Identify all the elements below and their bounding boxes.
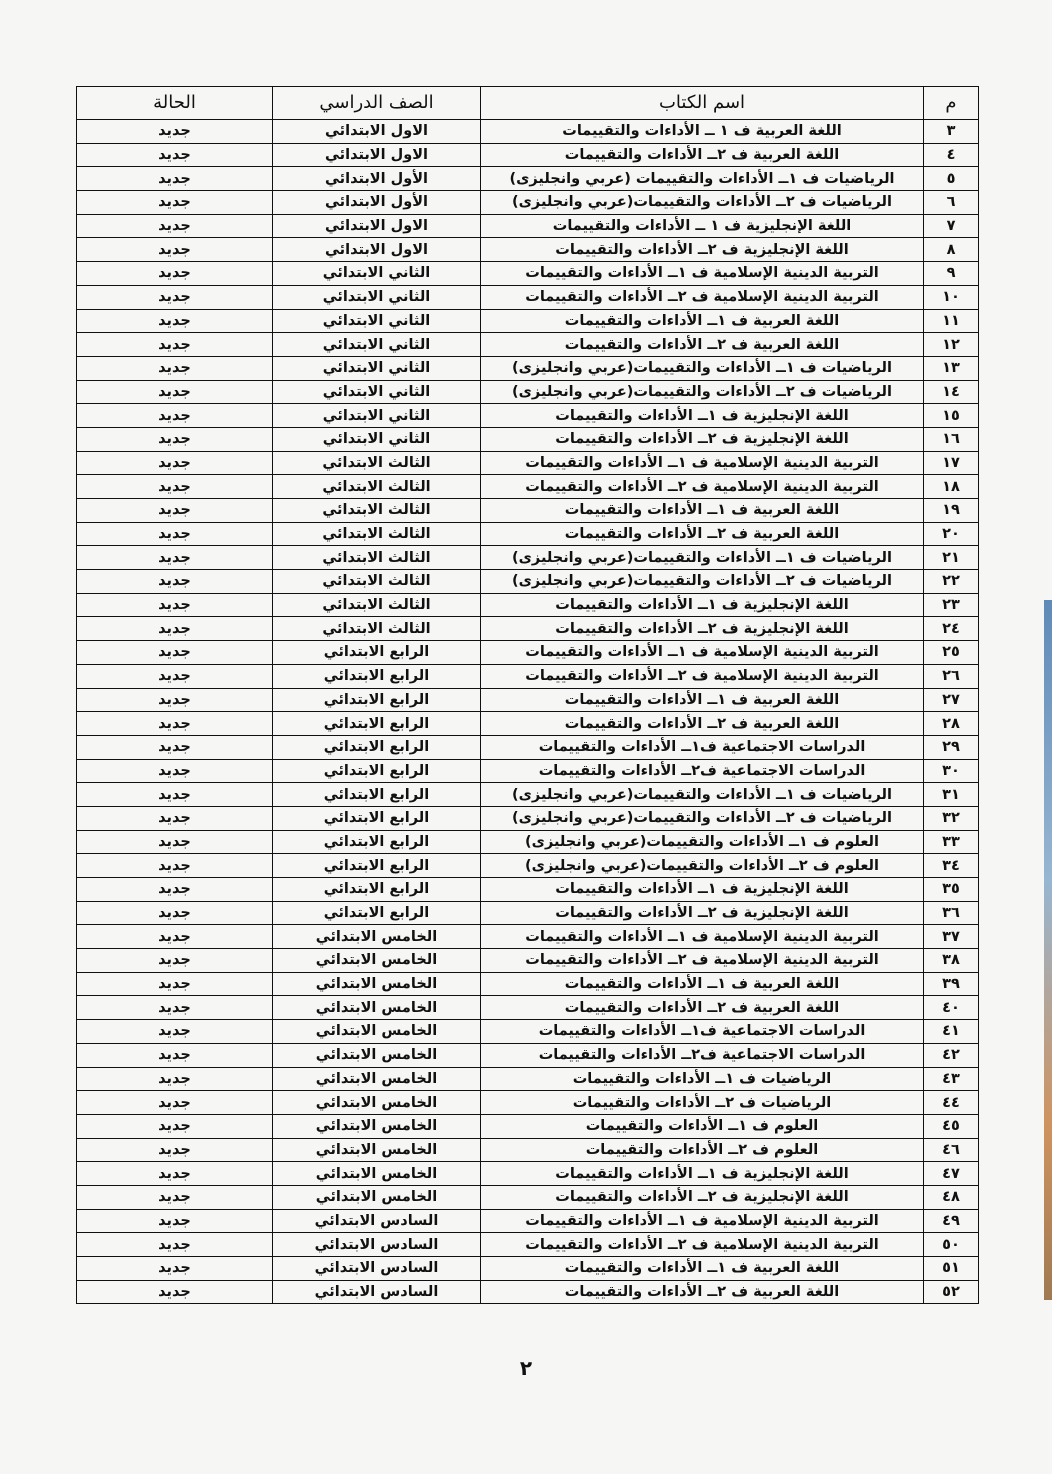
header-grade: الصف الدراسي: [273, 87, 481, 120]
grade-level: السادس الابتدائي: [273, 1280, 481, 1304]
table-row: [77, 1162, 979, 1186]
status: جديد: [77, 1114, 273, 1138]
grade-level: الثاني الابتدائي: [273, 380, 481, 404]
status: جديد: [77, 664, 273, 688]
status: جديد: [77, 546, 273, 570]
row-number: ٤٥: [924, 1114, 979, 1138]
table-row: [77, 1209, 979, 1233]
row-number: ١٩: [924, 499, 979, 523]
status: جديد: [77, 617, 273, 641]
grade-level: الخامس الابتدائي: [273, 925, 481, 949]
row-number: ٥٢: [924, 1280, 979, 1304]
table-row: [77, 1280, 979, 1304]
book-title: التربية الدينية الإسلامية ف ١ــ الأداءات والتقييمات: [481, 451, 924, 475]
status: جديد: [77, 878, 273, 902]
book-title: الرياضيات ف ٢ــ الأداءات والتقييمات: [481, 1091, 924, 1115]
row-number: ٢٢: [924, 570, 979, 594]
status: جديد: [77, 901, 273, 925]
status: جديد: [77, 593, 273, 617]
status: جديد: [77, 570, 273, 594]
book-title: التربية الدينية الإسلامية ف ١ــ الأداءات والتقييمات: [481, 1209, 924, 1233]
row-number: ٢٤: [924, 617, 979, 641]
grade-level: الرابع الابتدائي: [273, 806, 481, 830]
grade-level: الخامس الابتدائي: [273, 949, 481, 973]
row-number: ٣٣: [924, 830, 979, 854]
book-title: اللغة العربية ف ٢ــ الأداءات والتقييمات: [481, 143, 924, 167]
book-title: الدراسات الاجتماعية ف١ــ الأداءات والتقييمات: [481, 735, 924, 759]
row-number: ١٨: [924, 475, 979, 499]
book-title: الدراسات الاجتماعية ف٢ــ الأداءات والتقييمات: [481, 759, 924, 783]
grade-level: الخامس الابتدائي: [273, 1020, 481, 1044]
status: جديد: [77, 380, 273, 404]
book-title: الرياضيات ف ١ــ الأداءات والتقييمات (عربي وانجليزى): [481, 167, 924, 191]
table-row: [77, 617, 979, 641]
status: جديد: [77, 1067, 273, 1091]
book-title: الدراسات الاجتماعية ف٢ــ الأداءات والتقييمات: [481, 1043, 924, 1067]
row-number: ٧: [924, 214, 979, 238]
status: جديد: [77, 120, 273, 144]
book-title: العلوم ف ١ــ الأداءات والتقييمات(عربي وانجليزى): [481, 830, 924, 854]
book-title: اللغة الإنجليزية ف ٢ــ الأداءات والتقييمات: [481, 427, 924, 451]
book-title: الرياضيات ف ١ــ الأداءات والتقييمات: [481, 1067, 924, 1091]
row-number: ٣٤: [924, 854, 979, 878]
book-title: الدراسات الاجتماعية ف١ــ الأداءات والتقييمات: [481, 1020, 924, 1044]
grade-level: الاول الابتدائي: [273, 214, 481, 238]
table-row: [77, 901, 979, 925]
table-row: [77, 451, 979, 475]
status: جديد: [77, 1138, 273, 1162]
book-title: التربية الدينية الإسلامية ف ٢ــ الأداءات والتقييمات: [481, 285, 924, 309]
status: جديد: [77, 522, 273, 546]
table-row: [77, 214, 979, 238]
table-row: [77, 641, 979, 665]
book-title: اللغة الإنجليزية ف ٢ــ الأداءات والتقييمات: [481, 1185, 924, 1209]
grade-level: الرابع الابتدائي: [273, 664, 481, 688]
table-row: [77, 1138, 979, 1162]
book-title: اللغة الإنجليزية ف ١ــ الأداءات والتقييمات: [481, 404, 924, 428]
grade-level: الخامس الابتدائي: [273, 1185, 481, 1209]
book-title: اللغة العربية ف ١ ــ الأداءات والتقييمات: [481, 120, 924, 144]
table-row: [77, 546, 979, 570]
book-title: الرياضيات ف ٢ــ الأداءات والتقييمات(عربي وانجليزى): [481, 570, 924, 594]
status: جديد: [77, 333, 273, 357]
row-number: ٣٥: [924, 878, 979, 902]
grade-level: الثاني الابتدائي: [273, 356, 481, 380]
status: جديد: [77, 1233, 273, 1257]
status: جديد: [77, 972, 273, 996]
table-row: [77, 522, 979, 546]
grade-level: الخامس الابتدائي: [273, 972, 481, 996]
table-row: [77, 759, 979, 783]
row-number: ٣: [924, 120, 979, 144]
status: جديد: [77, 1162, 273, 1186]
row-number: ١١: [924, 309, 979, 333]
row-number: ٥٠: [924, 1233, 979, 1257]
book-title: اللغة الإنجليزية ف ٢ــ الأداءات والتقييمات: [481, 617, 924, 641]
status: جديد: [77, 783, 273, 807]
books-table: [76, 86, 979, 1304]
row-number: ٣٠: [924, 759, 979, 783]
table-body: [77, 120, 979, 1304]
header-title: اسم الكتاب: [481, 87, 924, 120]
status: جديد: [77, 309, 273, 333]
status: جديد: [77, 996, 273, 1020]
table-row: [77, 475, 979, 499]
book-title: الرياضيات ف ١ــ الأداءات والتقييمات(عربي وانجليزى): [481, 546, 924, 570]
row-number: ١٤: [924, 380, 979, 404]
row-number: ١٠: [924, 285, 979, 309]
table-row: [77, 1091, 979, 1115]
row-number: ٨: [924, 238, 979, 262]
grade-level: الرابع الابتدائي: [273, 901, 481, 925]
header-status: الحالة: [77, 87, 273, 120]
status: جديد: [77, 1043, 273, 1067]
grade-level: الرابع الابتدائي: [273, 641, 481, 665]
table-row: [77, 143, 979, 167]
row-number: ٥: [924, 167, 979, 191]
table-row: [77, 593, 979, 617]
row-number: ٢٥: [924, 641, 979, 665]
grade-level: الثالث الابتدائي: [273, 451, 481, 475]
status: جديد: [77, 830, 273, 854]
book-title: التربية الدينية الإسلامية ف ٢ــ الأداءات والتقييمات: [481, 949, 924, 973]
row-number: ٤٦: [924, 1138, 979, 1162]
table-row: [77, 735, 979, 759]
status: جديد: [77, 641, 273, 665]
book-title: اللغة العربية ف ١ــ الأداءات والتقييمات: [481, 309, 924, 333]
grade-level: الرابع الابتدائي: [273, 759, 481, 783]
row-number: ١٥: [924, 404, 979, 428]
row-number: ١٣: [924, 356, 979, 380]
table-row: [77, 1114, 979, 1138]
book-title: اللغة العربية ف ٢ــ الأداءات والتقييمات: [481, 996, 924, 1020]
grade-level: الرابع الابتدائي: [273, 783, 481, 807]
book-title: العلوم ف ٢ــ الأداءات والتقييمات: [481, 1138, 924, 1162]
table-row: [77, 404, 979, 428]
table-row: [77, 380, 979, 404]
table-row: [77, 664, 979, 688]
grade-level: الخامس الابتدائي: [273, 1043, 481, 1067]
grade-level: السادس الابتدائي: [273, 1233, 481, 1257]
status: جديد: [77, 925, 273, 949]
grade-level: الثالث الابتدائي: [273, 499, 481, 523]
grade-level: الثاني الابتدائي: [273, 333, 481, 357]
row-number: ٢١: [924, 546, 979, 570]
table-row: [77, 333, 979, 357]
book-title: العلوم ف ١ــ الأداءات والتقييمات: [481, 1114, 924, 1138]
status: جديد: [77, 735, 273, 759]
grade-level: الرابع الابتدائي: [273, 735, 481, 759]
status: جديد: [77, 404, 273, 428]
grade-level: الثاني الابتدائي: [273, 309, 481, 333]
row-number: ٤٩: [924, 1209, 979, 1233]
book-title: التربية الدينية الإسلامية ف ٢ــ الأداءات والتقييمات: [481, 664, 924, 688]
status: جديد: [77, 1257, 273, 1281]
grade-level: الخامس الابتدائي: [273, 996, 481, 1020]
table-row: [77, 356, 979, 380]
table-row: [77, 996, 979, 1020]
row-number: ٤٤: [924, 1091, 979, 1115]
grade-level: الخامس الابتدائي: [273, 1162, 481, 1186]
grade-level: الرابع الابتدائي: [273, 688, 481, 712]
status: جديد: [77, 191, 273, 215]
table-row: [77, 878, 979, 902]
grade-level: الأول الابتدائي: [273, 191, 481, 215]
book-title: اللغة الإنجليزية ف ١ــ الأداءات والتقييمات: [481, 1162, 924, 1186]
status: جديد: [77, 143, 273, 167]
row-number: ٤١: [924, 1020, 979, 1044]
table-row: [77, 854, 979, 878]
row-number: ٢٣: [924, 593, 979, 617]
grade-level: الاول الابتدائي: [273, 143, 481, 167]
book-title: الرياضيات ف ٢ــ الأداءات والتقييمات(عربي وانجليزى): [481, 191, 924, 215]
status: جديد: [77, 451, 273, 475]
table-row: [77, 427, 979, 451]
row-number: ٤٧: [924, 1162, 979, 1186]
table-row: [77, 238, 979, 262]
status: جديد: [77, 806, 273, 830]
table-row: [77, 688, 979, 712]
row-number: ٩: [924, 262, 979, 286]
table-row: [77, 120, 979, 144]
status: جديد: [77, 1280, 273, 1304]
grade-level: الرابع الابتدائي: [273, 878, 481, 902]
grade-level: الثاني الابتدائي: [273, 427, 481, 451]
status: جديد: [77, 285, 273, 309]
book-title: التربية الدينية الإسلامية ف ٢ــ الأداءات والتقييمات: [481, 475, 924, 499]
grade-level: الأول الابتدائي: [273, 167, 481, 191]
row-number: ٤٢: [924, 1043, 979, 1067]
table-row: [77, 972, 979, 996]
book-title: اللغة الإنجليزية ف ٢ــ الأداءات والتقييمات: [481, 238, 924, 262]
book-title: اللغة العربية ف ١ــ الأداءات والتقييمات: [481, 972, 924, 996]
row-number: ٣١: [924, 783, 979, 807]
grade-level: الرابع الابتدائي: [273, 854, 481, 878]
table-row: [77, 167, 979, 191]
book-title: التربية الدينية الإسلامية ف ١ــ الأداءات والتقييمات: [481, 925, 924, 949]
table-row: [77, 949, 979, 973]
row-number: ٤٨: [924, 1185, 979, 1209]
table-row: [77, 1067, 979, 1091]
table-row: [77, 570, 979, 594]
grade-level: السادس الابتدائي: [273, 1209, 481, 1233]
grade-level: الثالث الابتدائي: [273, 546, 481, 570]
status: جديد: [77, 499, 273, 523]
row-number: ٤: [924, 143, 979, 167]
row-number: ٤٣: [924, 1067, 979, 1091]
row-number: ٢٦: [924, 664, 979, 688]
row-number: ٣٧: [924, 925, 979, 949]
grade-level: الرابع الابتدائي: [273, 830, 481, 854]
table-row: [77, 1185, 979, 1209]
status: جديد: [77, 1020, 273, 1044]
row-number: ٤٠: [924, 996, 979, 1020]
status: جديد: [77, 712, 273, 736]
grade-level: الاول الابتدائي: [273, 120, 481, 144]
grade-level: الثاني الابتدائي: [273, 262, 481, 286]
book-title: الرياضيات ف ١ــ الأداءات والتقييمات(عربي وانجليزى): [481, 356, 924, 380]
book-title: الرياضيات ف ٢ــ الأداءات والتقييمات(عربي وانجليزى): [481, 806, 924, 830]
table-row: [77, 830, 979, 854]
grade-level: الخامس الابتدائي: [273, 1067, 481, 1091]
book-title: اللغة العربية ف ٢ــ الأداءات والتقييمات: [481, 712, 924, 736]
book-title: اللغة العربية ف ٢ــ الأداءات والتقييمات: [481, 333, 924, 357]
row-number: ٣٢: [924, 806, 979, 830]
book-title: اللغة العربية ف ٢ــ الأداءات والتقييمات: [481, 1280, 924, 1304]
book-title: اللغة الإنجليزية ف ٢ــ الأداءات والتقييمات: [481, 901, 924, 925]
book-title: الرياضيات ف ٢ــ الأداءات والتقييمات(عربي وانجليزى): [481, 380, 924, 404]
table-row: [77, 499, 979, 523]
status: جديد: [77, 475, 273, 499]
book-title: التربية الدينية الإسلامية ف ١ــ الأداءات والتقييمات: [481, 262, 924, 286]
book-title: اللغة العربية ف ١ــ الأداءات والتقييمات: [481, 688, 924, 712]
book-title: التربية الدينية الإسلامية ف ٢ــ الأداءات والتقييمات: [481, 1233, 924, 1257]
table-row: [77, 285, 979, 309]
table-row: [77, 1233, 979, 1257]
table-row: [77, 309, 979, 333]
row-number: ٣٦: [924, 901, 979, 925]
grade-level: الرابع الابتدائي: [273, 712, 481, 736]
row-number: ١٦: [924, 427, 979, 451]
status: جديد: [77, 214, 273, 238]
book-title: العلوم ف ٢ــ الأداءات والتقييمات(عربي وانجليزى): [481, 854, 924, 878]
grade-level: الثاني الابتدائي: [273, 404, 481, 428]
table-header-row: [77, 87, 979, 120]
grade-level: الخامس الابتدائي: [273, 1091, 481, 1115]
row-number: ١٧: [924, 451, 979, 475]
table-row: [77, 712, 979, 736]
table-row: [77, 806, 979, 830]
status: جديد: [77, 1209, 273, 1233]
grade-level: السادس الابتدائي: [273, 1257, 481, 1281]
status: جديد: [77, 854, 273, 878]
book-title: التربية الدينية الإسلامية ف ١ــ الأداءات والتقييمات: [481, 641, 924, 665]
row-number: ٢٨: [924, 712, 979, 736]
status: جديد: [77, 949, 273, 973]
table-row: [77, 925, 979, 949]
book-title: الرياضيات ف ١ــ الأداءات والتقييمات(عربي وانجليزى): [481, 783, 924, 807]
status: جديد: [77, 1185, 273, 1209]
book-title: اللغة الإنجليزية ف ١ــ الأداءات والتقييمات: [481, 593, 924, 617]
table-row: [77, 783, 979, 807]
grade-level: الثاني الابتدائي: [273, 285, 481, 309]
status: جديد: [77, 1091, 273, 1115]
status: جديد: [77, 167, 273, 191]
status: جديد: [77, 427, 273, 451]
status: جديد: [77, 262, 273, 286]
row-number: ٣٩: [924, 972, 979, 996]
table-row: [77, 191, 979, 215]
header-num: م: [924, 87, 979, 120]
status: جديد: [77, 356, 273, 380]
table-row: [77, 1257, 979, 1281]
grade-level: الثالث الابتدائي: [273, 475, 481, 499]
book-title: اللغة العربية ف ٢ــ الأداءات والتقييمات: [481, 522, 924, 546]
status: جديد: [77, 238, 273, 262]
page-number: ٢: [519, 1356, 533, 1380]
grade-level: الثالث الابتدائي: [273, 522, 481, 546]
grade-level: الثالث الابتدائي: [273, 617, 481, 641]
book-title: اللغة الإنجليزية ف ١ــ الأداءات والتقييمات: [481, 878, 924, 902]
grade-level: الخامس الابتدائي: [273, 1138, 481, 1162]
grade-level: الثالث الابتدائي: [273, 570, 481, 594]
row-number: ٢٠: [924, 522, 979, 546]
row-number: ١٢: [924, 333, 979, 357]
book-title: اللغة العربية ف ١ــ الأداءات والتقييمات: [481, 1257, 924, 1281]
grade-level: الخامس الابتدائي: [273, 1114, 481, 1138]
book-title: اللغة الإنجليزية ف ١ ــ الأداءات والتقييمات: [481, 214, 924, 238]
row-number: ٢٧: [924, 688, 979, 712]
row-number: ٥١: [924, 1257, 979, 1281]
row-number: ٦: [924, 191, 979, 215]
status: جديد: [77, 688, 273, 712]
row-number: ٢٩: [924, 735, 979, 759]
page-edge-shadow: [1044, 600, 1052, 1300]
table-row: [77, 1020, 979, 1044]
grade-level: الثالث الابتدائي: [273, 593, 481, 617]
book-title: اللغة العربية ف ١ــ الأداءات والتقييمات: [481, 499, 924, 523]
grade-level: الاول الابتدائي: [273, 238, 481, 262]
table-row: [77, 262, 979, 286]
row-number: ٣٨: [924, 949, 979, 973]
table-row: [77, 1043, 979, 1067]
status: جديد: [77, 759, 273, 783]
